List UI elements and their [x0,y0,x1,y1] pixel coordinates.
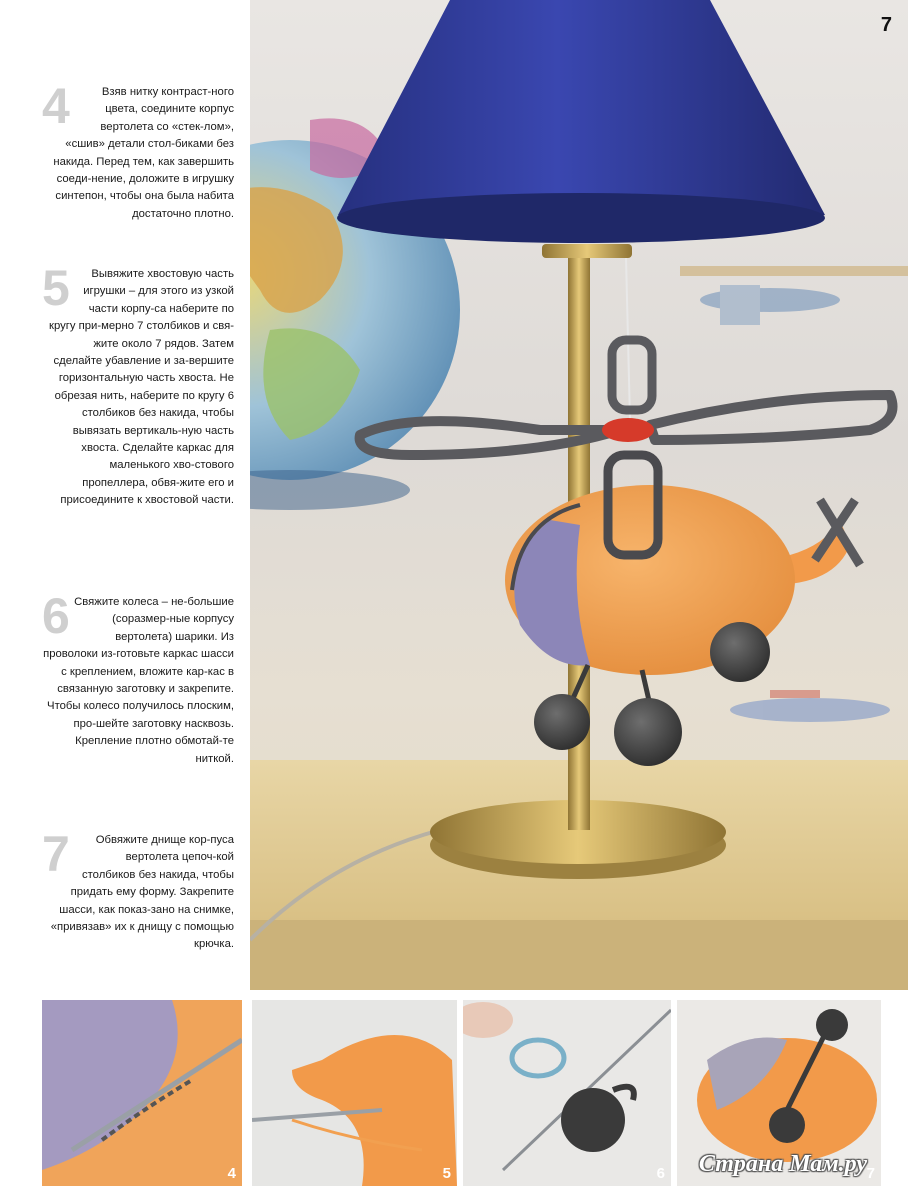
thumbnail-step-6 [463,1000,671,1186]
step-text: Вывяжите хвостовую часть игрушки – для этого из узкой части корпу-са наберите по кругу при-мерно 7 столбиков и свя-жите около 7 рядов. Затем сделайте убавление и за-вершите горизонтальную часть хвоста. Не обрезая нить, наберите по кругу 6 столбиков без накида, чтобы вывязать вертикаль-ную часть хвоста. Сделайте каркас для маленького хво-стового пропеллера, обвя-жите его и присоедините к хвостовой части. [49,268,234,507]
background-airplane [730,690,890,722]
step-4 [42,78,234,223]
thumbnail-label: 4 [227,1165,236,1182]
page-number: 7 [880,14,892,36]
thumbnail-label: 5 [442,1165,451,1182]
thumbnail-label: 6 [656,1165,665,1182]
step-number: 6 [42,588,70,644]
main-photo [250,0,908,990]
step-number: 5 [42,260,70,316]
step-6 [42,588,234,768]
step-text: Взяв нитку контраст-ного цвета, соедините корпус вертолета со «стек-лом», «сшив» детали стол-биками без накида. Перед тем, как завершить соеди-нение, доложите в игрушку синтепон, чтобы она была набита достаточно плотно. [53,86,234,220]
helicopter-body [505,455,860,675]
background-airplane [680,266,908,325]
step-text: Обвяжите днище кор-пуса вертолета цепоч-кой столбиков без накида, чтобы придать ему форму. Закрепите шасси, как показ-зано на снимке, «привязав» их к днищу с помощью крючка. [50,834,234,951]
thumbnail-label: 7 [866,1165,875,1182]
watermark: Страна Мам.ру [698,1151,867,1177]
step-number: 7 [42,826,70,882]
thumbnail-step-5 [252,1000,457,1186]
step-text: Свяжите колеса – не-большие (соразмер-ные корпусу вертолета) шарики. Из проволоки из-готовьте каркас шасси с креплением, вложите кар-кас в связанную заготовку и закрепите. Чтобы колесо получилось плоским, про-шейте заготовку насквозь. Крепление плотно обмотай-те ниткой. [43,596,234,765]
step-number: 4 [42,78,70,134]
thumbnail-step-4 [42,1000,242,1186]
instructions-column [0,0,250,1000]
thumbnail-step-7 [677,1000,881,1186]
step-5 [42,260,234,510]
helicopter-lamp-illustration [250,0,908,990]
step-7 [42,826,234,954]
